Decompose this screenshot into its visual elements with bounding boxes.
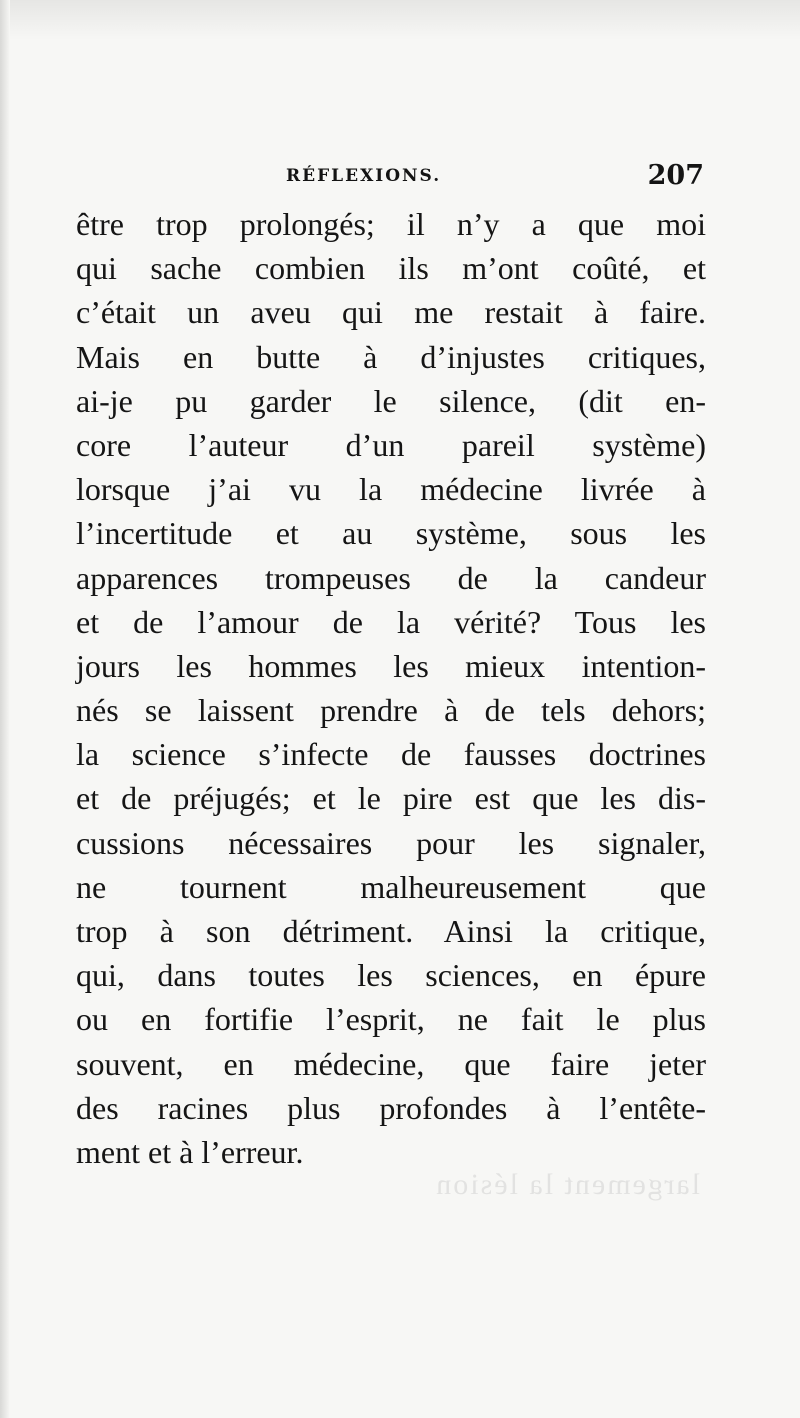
- text-line: trop à son détriment. Ainsi la critique,: [76, 913, 706, 949]
- text-line: jours les hommes les mieux intention-: [76, 647, 706, 684]
- text-line: nés se laissent prendre à de tels dehors;: [76, 692, 706, 729]
- text-line: core l’auteur d’un pareil système): [76, 426, 706, 463]
- text-line: des racines plus profondes à l’entête-: [76, 1089, 706, 1126]
- text-line: ai-je pu garder le silence, (dit en-: [76, 382, 706, 419]
- text-line: cussions nécessaires pour les signaler,: [76, 824, 706, 861]
- text-line: la science s’infecte de fausses doctrines: [76, 736, 706, 773]
- running-head: [76, 160, 704, 196]
- text-line: apparences trompeuses de la candeur: [76, 559, 706, 596]
- text-line: c’était un aveu qui me restait à faire.: [76, 294, 706, 331]
- text-line: et de l’amour de la vérité? Tous les: [76, 603, 706, 640]
- page-shadow-top: [0, 0, 800, 40]
- text-line: ne tournent malheureusement que: [76, 868, 706, 905]
- text-line: qui sache combien ils m’ont coûté, et: [76, 250, 706, 287]
- body-text: [76, 202, 706, 1174]
- text-line-last: ment et à l’erreur.: [76, 1133, 304, 1170]
- bleed-through-text: largement la lésion: [434, 1168, 700, 1201]
- page-number: 207: [647, 160, 704, 191]
- running-title: RÉFLEXIONS.: [286, 166, 442, 186]
- page-shadow-left: [0, 0, 10, 1418]
- text-line: lorsque j’ai vu la médecine livrée à: [76, 471, 706, 508]
- text-line: ou en fortifie l’esprit, ne fait le plus: [76, 1001, 706, 1038]
- text-line: être trop prolongés; il n’y a que moi: [76, 206, 706, 242]
- text-line: souvent, en médecine, que faire jeter: [76, 1045, 706, 1082]
- text-line: et de préjugés; et le pire est que les dis-: [76, 780, 706, 817]
- text-line: l’incertitude et au système, sous les: [76, 515, 706, 552]
- text-line: Mais en butte à d’injustes critiques,: [76, 338, 706, 375]
- text-line: qui, dans toutes les sciences, en épure: [76, 957, 706, 994]
